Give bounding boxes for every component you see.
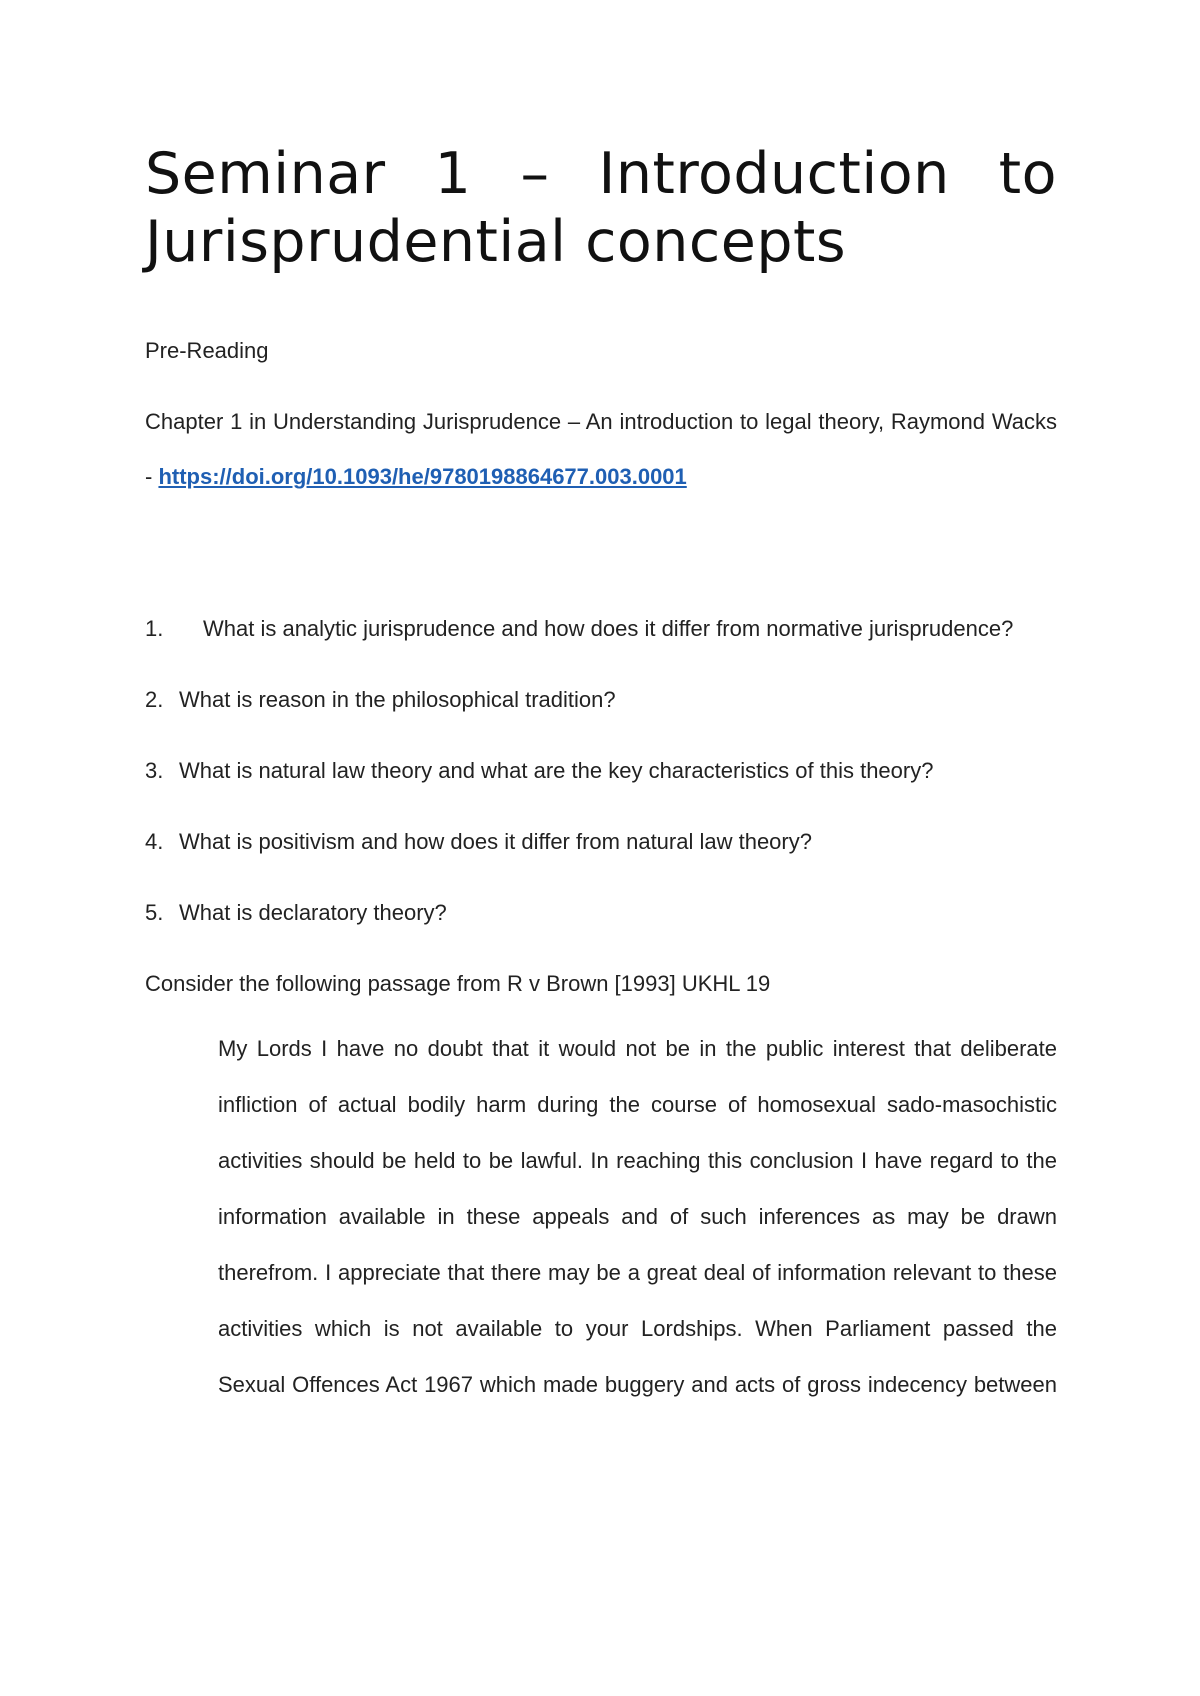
question-number: 4. — [145, 829, 164, 854]
passage-intro: Consider the following passage from R v Brown [1993] UKHL 19 — [145, 971, 771, 996]
chapter-reference — [145, 394, 1057, 504]
question-text: What is natural law theory and what are the key characteristics of this theory? — [179, 758, 934, 783]
question-text: What is positivism and how does it differ from natural law theory? — [179, 829, 812, 854]
document-title: Seminar 1 – Introduction to Jurisprudential concepts — [145, 141, 1057, 275]
question-text: What is reason in the philosophical tradition? — [179, 687, 616, 712]
question-4 — [145, 814, 1057, 869]
question-number: 5. — [145, 900, 164, 925]
question-text: What is analytic jurisprudence and how does it differ from normative jurisprudence? — [203, 616, 1014, 641]
question-number: 3. — [145, 758, 164, 783]
question-5 — [145, 885, 1057, 940]
case-quote: My Lords I have no doubt that it would not be in the public interest that deliberate infliction of actual bodily harm during the course of homosexual sado-masochistic activities should be held to be lawful. In reaching this conclusion I have regard to the information available in these appeals and of such inferences as may be drawn therefrom. I appreciate that there may be a great deal of information relevant to these activities which is not available to your Lordships. When Parliament passed the Sexual Offences Act 1967 which made buggery and acts of gross indecency between — [218, 1036, 1057, 1397]
question-3 — [145, 743, 1057, 798]
question-number: 1. — [145, 616, 164, 641]
doi-link[interactable]: https://doi.org/10.1093/he/9780198864677.003.0001 — [158, 464, 687, 489]
question-1 — [145, 601, 1057, 656]
document-page — [145, 140, 1057, 1413]
question-number: 2. — [145, 687, 164, 712]
question-text: What is declaratory theory? — [179, 900, 447, 925]
chapter-text: Chapter 1 in Understanding Jurisprudence – An introduction to legal theory, Raymond Wacks - — [145, 409, 1057, 489]
question-2 — [145, 672, 1057, 727]
pre-reading-heading: Pre-Reading — [145, 338, 269, 363]
